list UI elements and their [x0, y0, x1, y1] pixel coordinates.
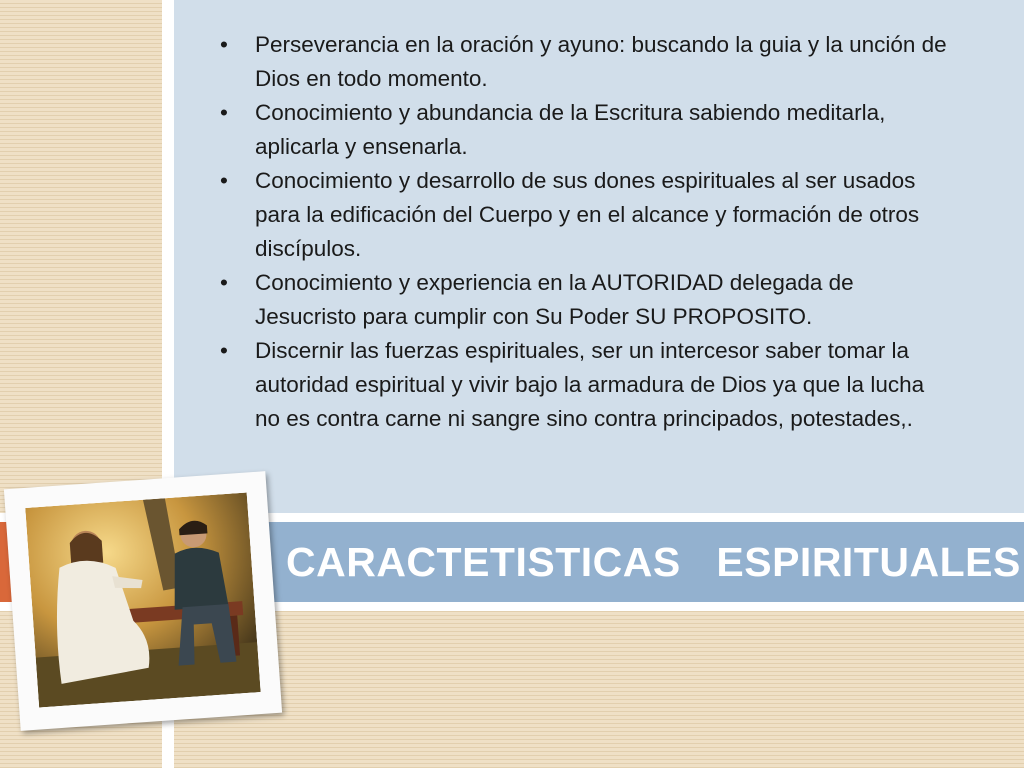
list-item — [214, 266, 954, 334]
bullet-text: Conocimiento y experiencia en la AUTORIDAD delegada de Jesucristo para cumplir con Su Poder SU PROPOSITO. — [255, 270, 854, 329]
bullet-text: Conocimiento y abundancia de la Escritura sabiendo meditarla, aplicarla y ensenarla. — [255, 100, 886, 159]
bullet-icon: • — [220, 32, 228, 57]
list-item — [214, 28, 954, 96]
photo-frame — [4, 471, 282, 731]
bullet-icon: • — [220, 168, 228, 193]
painting-image — [25, 493, 260, 708]
bullet-text: Discernir las fuerzas espirituales, ser un intercesor saber tomar la autoridad espiritual y vivir bajo la armadura de Dios ya que la lucha no es contra carne ni sangre sino contra principados, potestades,. — [255, 338, 925, 431]
bullet-icon: • — [220, 270, 228, 295]
list-item — [214, 96, 954, 164]
bullet-text: Conocimiento y desarrollo de sus dones espirituales al ser usados para la edificación del Cuerpo y en el alcance y formación de otros discípulos. — [255, 168, 920, 261]
bullet-text: Perseverancia en la oración y ayuno: buscando la guia y la unción de Dios en todo momento. — [255, 32, 947, 91]
bullet-icon: • — [220, 338, 228, 363]
slide-title: CARACTETISTICAS ESPIRITUALES — [286, 539, 1021, 585]
list-item — [214, 334, 954, 436]
painting-illustration — [25, 493, 260, 708]
list-item — [214, 164, 954, 266]
bullet-icon: • — [220, 100, 228, 125]
bullet-list — [214, 28, 954, 436]
